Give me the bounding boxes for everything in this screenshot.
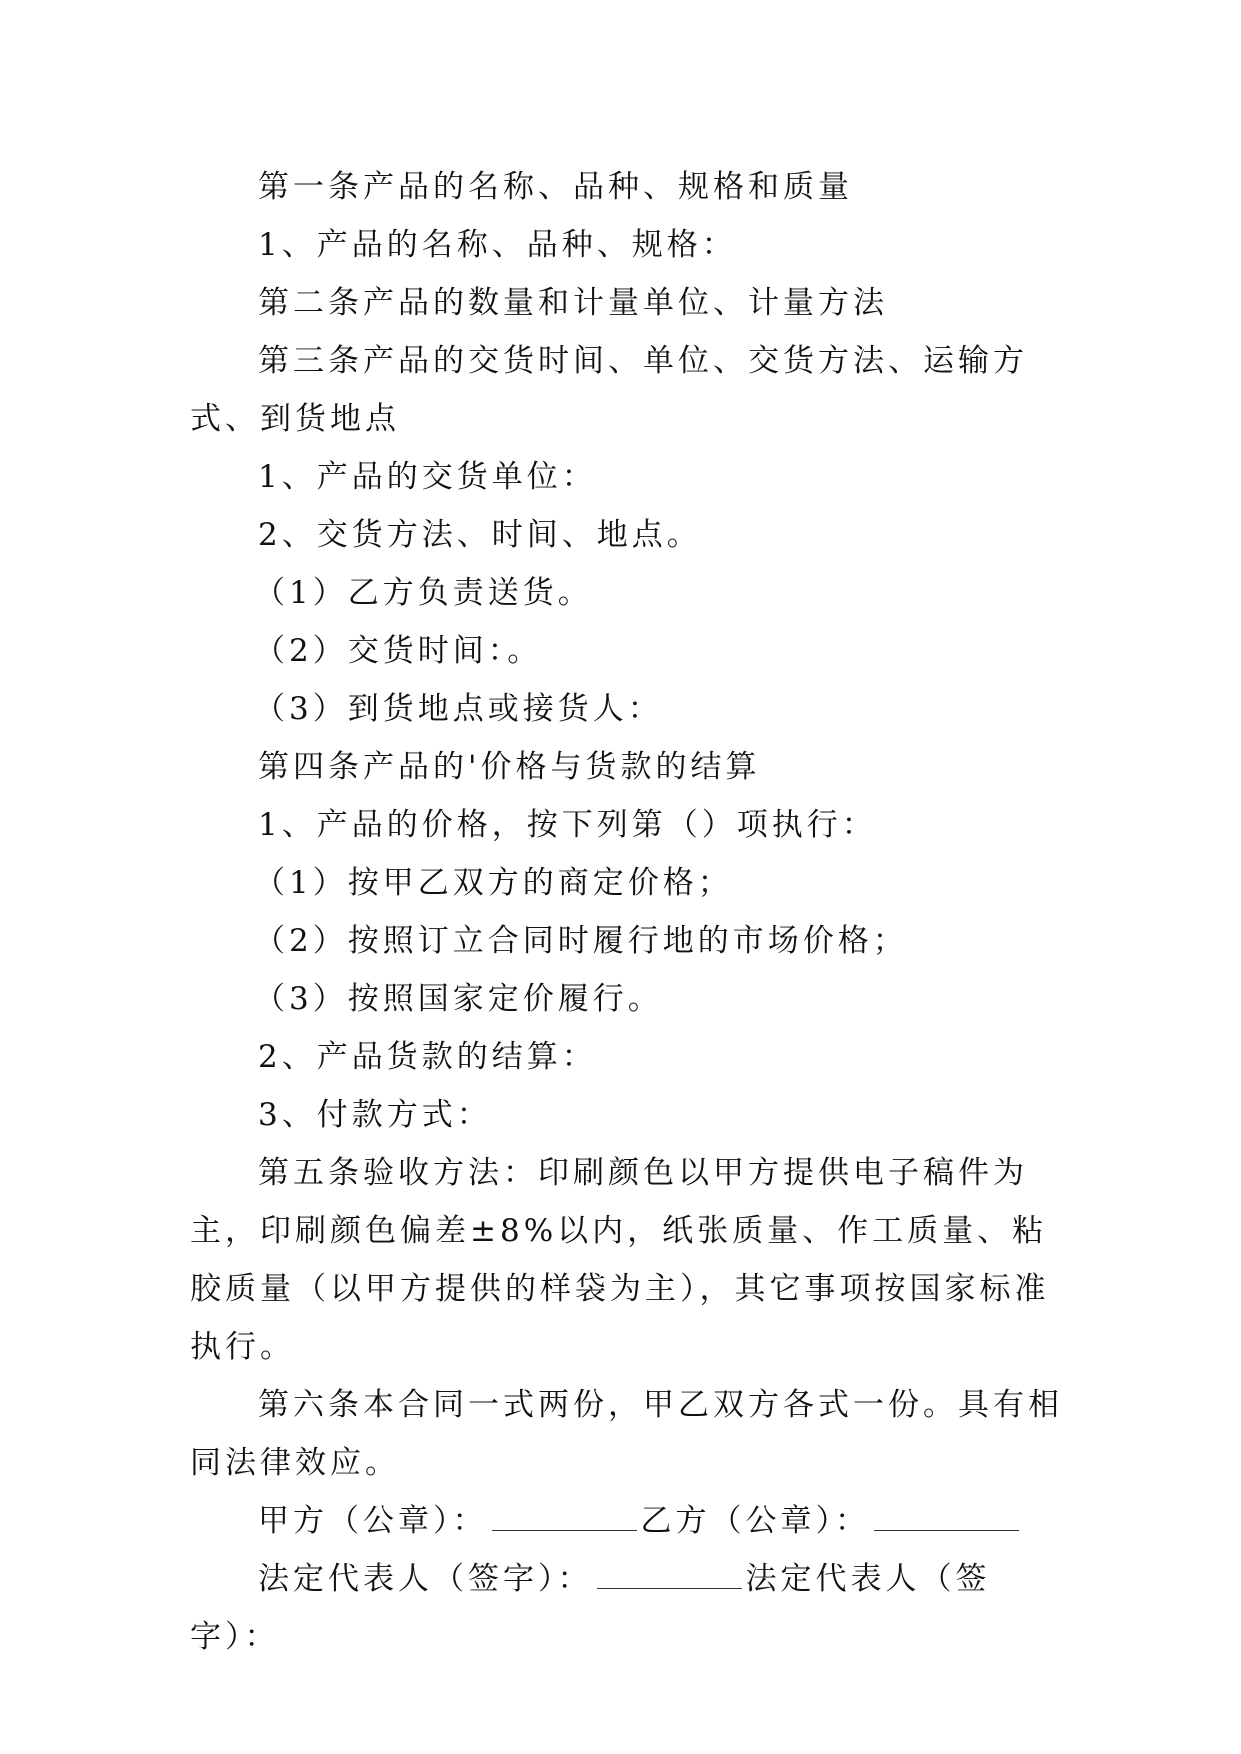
article-3-item-2: 2、交货方法、时间、地点。: [258, 517, 702, 553]
article-3-sub-3: （3）到货地点或接货人：: [254, 691, 663, 727]
party-a-rep-label: 法定代表人（签字）：: [258, 1561, 593, 1597]
article-4-item-2: 2、产品货款的结算：: [258, 1039, 597, 1075]
article-1-item-1: 1、产品的名称、品种、规格：: [258, 227, 737, 263]
article-3-sub-2: （2）交货时间：。: [254, 633, 543, 669]
article-4-heading: 第四条产品的'价格与货款的结算: [258, 749, 761, 785]
representative-line: [190, 1550, 1070, 1666]
article-4-sub-3: （3）按照国家定价履行。: [254, 981, 663, 1017]
party-b-rep-label: 法定代表人（签字）：: [190, 1561, 991, 1655]
document-body: [190, 158, 1070, 1666]
article-2-heading: 第二条产品的数量和计量单位、计量方法: [258, 285, 888, 321]
party-b-seal-label: 乙方（公章）：: [640, 1503, 870, 1539]
article-6-paragraph: 第六条本合同一式两份，甲乙双方各式一份。具有相同法律效应。: [190, 1387, 1063, 1481]
article-5-paragraph: 第五条验收方法：印刷颜色以甲方提供电子稿件为主，印刷颜色偏差±8%以内，纸张质量、作工质量、粘胶质量（以甲方提供的样袋为主），其它事项按国家标准执行。: [190, 1155, 1050, 1365]
article-1-heading: 第一条产品的名称、品种、规格和质量: [258, 169, 853, 205]
party-b-seal-blank: [874, 1504, 1019, 1531]
article-3-sub-1: （1）乙方负责送货。: [254, 575, 593, 611]
article-4-item-1: 1、产品的价格，按下列第（）项执行：: [258, 807, 877, 843]
party-a-seal-label: 甲方（公章）：: [258, 1503, 488, 1539]
article-3-heading: 第三条产品的交货时间、单位、交货方法、运输方式、到货地点: [190, 343, 1028, 437]
article-4-sub-2: （2）按照订立合同时履行地的市场价格；: [254, 923, 908, 959]
seal-line: [190, 1492, 1070, 1550]
article-3-item-1: 1、产品的交货单位：: [258, 459, 597, 495]
article-4-sub-1: （1）按甲乙双方的商定价格；: [254, 865, 733, 901]
article-4-item-3: 3、付款方式：: [258, 1097, 492, 1133]
party-a-rep-blank: [597, 1562, 742, 1589]
party-a-seal-blank: [492, 1504, 637, 1531]
